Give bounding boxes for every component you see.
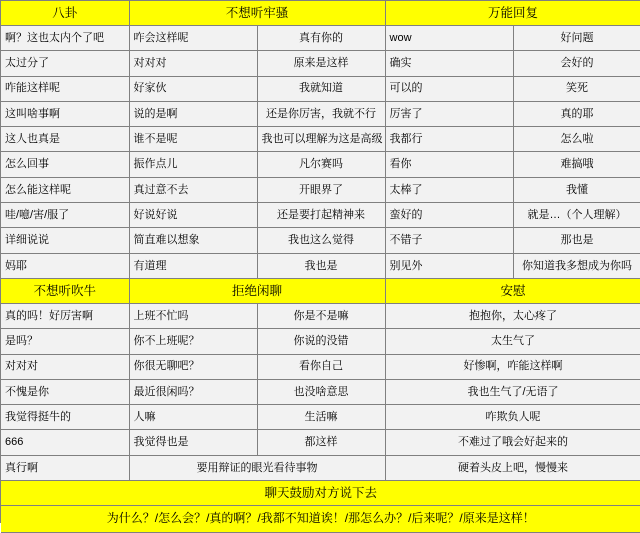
cell: 你很无聊吧？ bbox=[129, 354, 257, 379]
cell: 简直难以想象 bbox=[129, 228, 257, 253]
cell: 我就知道 bbox=[257, 76, 385, 101]
section1-header-2: 万能回复 bbox=[385, 1, 640, 26]
cell: 有道理 bbox=[129, 253, 257, 278]
cell: 我也这么觉得 bbox=[257, 228, 385, 253]
cell: 我也是 bbox=[257, 253, 385, 278]
table-row bbox=[1, 203, 640, 228]
table-row bbox=[1, 379, 640, 404]
cell: 上班不忙吗 bbox=[129, 303, 257, 328]
cell: 说的是啊 bbox=[129, 101, 257, 126]
footer-line-text: 为什么？/怎么会？/真的啊？/我都不知道诶！/那怎么办？/后来呢？/原来是这样！ bbox=[1, 506, 640, 533]
cell: 详细说说 bbox=[1, 228, 129, 253]
section2-header-row bbox=[1, 278, 640, 303]
section1-header-0: 八卦 bbox=[1, 1, 129, 26]
cell: 怎么能这样呢 bbox=[1, 177, 129, 202]
footer-band-label: 聊天鼓励对方说下去 bbox=[1, 481, 640, 506]
cell: 确实 bbox=[385, 51, 513, 76]
section2-header-0: 不想听吹牛 bbox=[1, 278, 129, 303]
cell: 还是你厉害，我就不行 bbox=[257, 101, 385, 126]
cell: 真的吗！好厉害啊 bbox=[1, 303, 129, 328]
cell: 要用辩证的眼光看待事物 bbox=[129, 455, 385, 480]
cell: 我也可以理解为这是高级 bbox=[257, 127, 385, 152]
cell: 开眼界了 bbox=[257, 177, 385, 202]
footer-band-row bbox=[1, 481, 640, 506]
table-row bbox=[1, 253, 640, 278]
cell: 生活嘛 bbox=[257, 405, 385, 430]
cell: 那也是 bbox=[513, 228, 640, 253]
footer-line-row bbox=[1, 506, 640, 533]
table-row bbox=[1, 177, 640, 202]
cell: 你是不是嘛 bbox=[257, 303, 385, 328]
table-row bbox=[1, 354, 640, 379]
table-row bbox=[1, 228, 640, 253]
table-row bbox=[1, 101, 640, 126]
cell: 我懂 bbox=[513, 177, 640, 202]
table-row bbox=[1, 303, 640, 328]
cell: 对对对 bbox=[129, 51, 257, 76]
table-row bbox=[1, 329, 640, 354]
cell: 就是…（个人理解） bbox=[513, 203, 640, 228]
table-row bbox=[1, 152, 640, 177]
cell: 好家伙 bbox=[129, 76, 257, 101]
cell: 会好的 bbox=[513, 51, 640, 76]
cell: 咋欺负人呢 bbox=[385, 405, 640, 430]
cell: 你说的没错 bbox=[257, 329, 385, 354]
cell: 这人也真是 bbox=[1, 127, 129, 152]
cell: 太过分了 bbox=[1, 51, 129, 76]
cell: 不愧是你 bbox=[1, 379, 129, 404]
cell: 蛮好的 bbox=[385, 203, 513, 228]
table-row bbox=[1, 405, 640, 430]
cell: 哇/噫/害/服了 bbox=[1, 203, 129, 228]
cell: 怎么回事 bbox=[1, 152, 129, 177]
cell: 我觉得也是 bbox=[129, 430, 257, 455]
cell: 硬着头皮上吧，慢慢来 bbox=[385, 455, 640, 480]
cell: 你不上班呢？ bbox=[129, 329, 257, 354]
cell: 抱抱你，太心疼了 bbox=[385, 303, 640, 328]
table-row bbox=[1, 455, 640, 480]
cell: 人嘛 bbox=[129, 405, 257, 430]
cell: 是吗？ bbox=[1, 329, 129, 354]
cell: 怎么啦 bbox=[513, 127, 640, 152]
cell: 666 bbox=[1, 430, 129, 455]
cell: 不错子 bbox=[385, 228, 513, 253]
cell: 还是要打起精神来 bbox=[257, 203, 385, 228]
section1-header-row bbox=[1, 1, 640, 26]
table-row bbox=[1, 76, 640, 101]
section2-header-1: 拒绝闲聊 bbox=[129, 278, 385, 303]
cell: 你知道我多想成为你吗 bbox=[513, 253, 640, 278]
cell: 原来是这样 bbox=[257, 51, 385, 76]
table-row bbox=[1, 127, 640, 152]
table-row bbox=[1, 51, 640, 76]
cell: 谁不是呢 bbox=[129, 127, 257, 152]
cell: 可以的 bbox=[385, 76, 513, 101]
cell: 真有你的 bbox=[257, 26, 385, 51]
table-row bbox=[1, 26, 640, 51]
cell: 我觉得挺牛的 bbox=[1, 405, 129, 430]
phrases-table bbox=[1, 1, 640, 533]
cell: 我都行 bbox=[385, 127, 513, 152]
cell: 好说好说 bbox=[129, 203, 257, 228]
cell: 妈耶 bbox=[1, 253, 129, 278]
cell: 真行啊 bbox=[1, 455, 129, 480]
cell: 不难过了哦会好起来的 bbox=[385, 430, 640, 455]
cell: 咋会这样呢 bbox=[129, 26, 257, 51]
cell: 啊？这也太内个了吧 bbox=[1, 26, 129, 51]
cell: 笑死 bbox=[513, 76, 640, 101]
cell: 振作点儿 bbox=[129, 152, 257, 177]
section2-header-2: 安慰 bbox=[385, 278, 640, 303]
cell: 好问题 bbox=[513, 26, 640, 51]
section1-header-1: 不想听牢骚 bbox=[129, 1, 385, 26]
cell: 看你自己 bbox=[257, 354, 385, 379]
cell: 真过意不去 bbox=[129, 177, 257, 202]
cell: 最近很闲吗？ bbox=[129, 379, 257, 404]
cell: 也没啥意思 bbox=[257, 379, 385, 404]
cell: 别见外 bbox=[385, 253, 513, 278]
cell: wow bbox=[385, 26, 513, 51]
cell: 厉害了 bbox=[385, 101, 513, 126]
cell: 凡尔赛吗 bbox=[257, 152, 385, 177]
cell: 好惨啊，咋能这样啊 bbox=[385, 354, 640, 379]
cell: 太棒了 bbox=[385, 177, 513, 202]
cell: 这叫啥事啊 bbox=[1, 101, 129, 126]
cell: 难搞哦 bbox=[513, 152, 640, 177]
cell: 真的耶 bbox=[513, 101, 640, 126]
cell: 都这样 bbox=[257, 430, 385, 455]
cell: 太生气了 bbox=[385, 329, 640, 354]
table-row bbox=[1, 430, 640, 455]
cell: 我也生气了/无语了 bbox=[385, 379, 640, 404]
cell: 咋能这样呢 bbox=[1, 76, 129, 101]
cell: 看你 bbox=[385, 152, 513, 177]
cell: 对对对 bbox=[1, 354, 129, 379]
